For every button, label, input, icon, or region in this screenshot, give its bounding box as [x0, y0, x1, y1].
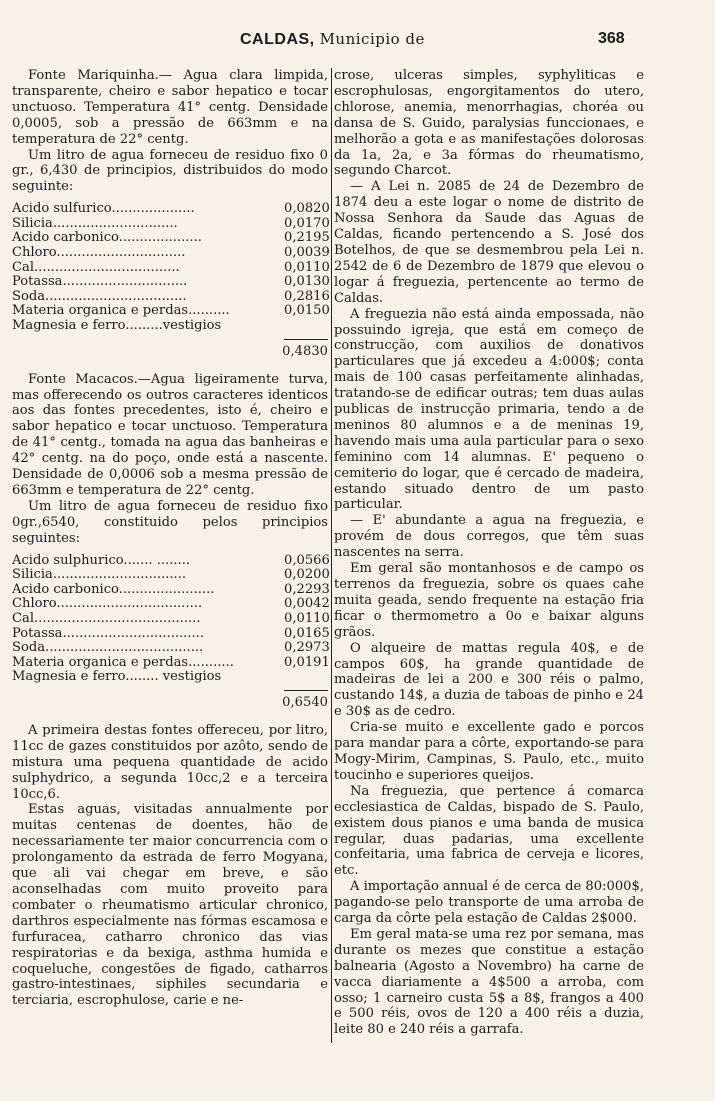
header-subtitle: Municipio de — [319, 30, 425, 48]
component-value: 0,0042 — [284, 596, 330, 612]
paragraph-alqueire: O alqueire de mattas regula 40$, e de campos 60$, ha grande quantidade de madeiras de lei a 200 e 300 réis o palmo, custando 14$, a duzia de taboas de pinho e 24 e 30$ as de cedro. — [334, 640, 644, 720]
component-value: 0,2195 — [284, 230, 330, 246]
component-value: 0,0130 — [284, 274, 330, 290]
component-name: Potassa.............................. — [12, 274, 188, 289]
table-row — [12, 318, 328, 333]
component-value: 0,0170 — [284, 215, 330, 231]
component-name: Acido carbonico.................... — [12, 230, 202, 246]
paragraph-gazes: A primeira destas fontes offereceu, por litro, 11cc de gazes constituidos por azôto, sendo de mistura uma pequena quantidade de acido sulphydrico, a segunda 10cc,2 e a terceira 10cc,6. — [12, 722, 328, 802]
component-name: Silicia.............................. — [12, 215, 178, 231]
paragraph-fonte-macacos: Fonte Macacos.—Agua ligeiramente turva, mas offerecendo os outros caracteres identicos aos das fontes precedentes, isto é, cheiro e sabor hepatico e tocar unctuoso. Temperatura de 41° centg., tomada na agua das banheiras e 42° centg. na do poço, onde está a nascente. Densidade de 0,0006 sob a mesma pressão de 663mm e temperatura de 22° centg. — [12, 371, 328, 498]
table-row — [12, 216, 328, 231]
component-name: Magnesia e ferro.........vestigios — [12, 318, 222, 333]
table-row — [12, 245, 328, 260]
paragraph-residuo-2: Um litro de agua forneceu de residuo fixo 0gr.,6540, constituido pelos principios seguintes: — [12, 498, 328, 546]
table-row — [12, 553, 328, 568]
component-name: Potassa.................................. — [12, 625, 204, 641]
component-name: Magnesia e ferro........ vestigios — [12, 669, 222, 684]
component-name: Silicia................................ — [12, 567, 187, 582]
total-2: 0,6540 — [282, 694, 328, 710]
component-value: 0,0039 — [284, 245, 330, 261]
table-row — [12, 274, 328, 289]
table-row — [12, 289, 328, 304]
component-name: Chloro................................... — [12, 596, 203, 611]
component-name: Acido carbonico....................... — [12, 581, 215, 597]
table-row — [12, 201, 328, 216]
table-row — [12, 655, 328, 670]
table-row — [12, 611, 328, 626]
right-column — [334, 68, 644, 1038]
header-title: CALDAS, — [240, 31, 315, 48]
component-name: Acido sulfurico.................... — [12, 201, 195, 216]
component-value: 0,0110 — [284, 610, 330, 626]
paragraph-gado: Cria-se muito e excellente gado e porcos para mandar para a côrte, exportando-se para Mogy-Mirim, Campinas, S. Paulo, etc., muito toucinho e superiores queijos. — [334, 720, 644, 783]
paragraph-freguezia: A freguezia não está ainda empossada, não possuindo igreja, que está em começo de construcção, com auxilios de donativos particulares que já excedeu a 4:000$; conta mais de 100 casas perfeitamente alinhadas, tratando-se de edificar outras; tem duas aulas publicas de instrucção primaria, tendo a de meninos 80 alumnos e a de meninas 19, havendo mais uma aula particular para o sexo feminino com 14 alumnas. E' pequeno o cemiterio do logar, que é cercado de madeira, estando situado dentro de um pasto particular. — [334, 306, 644, 513]
paragraph-importacao: A importação annual é de cerca de 80:000$, pagando-se pelo transporte de uma arroba de carga da côrte pela estação de Caldas 2$000. — [334, 879, 644, 927]
component-value — [284, 669, 328, 684]
table-row — [12, 582, 328, 597]
table-row — [12, 260, 328, 275]
paragraph-crose: crose, ulceras simples, syphyliticas e escrophulosas, engorgitamentos do utero, chlorose, anemia, menorrhagias, choréa ou dansa de S. Guido, paralysias funccionaes, e melhorão a gota e as manifestações dolorosas da 1a, 2a, e 3a fórmas do rheumatismo, segundo Charcot. — [334, 68, 644, 179]
component-value: 0,2293 — [284, 581, 330, 597]
component-name: Chloro............................... — [12, 245, 186, 260]
component-value: 0,0165 — [284, 625, 330, 641]
total-1: 0,4830 — [282, 343, 328, 359]
component-value: 0,0566 — [284, 552, 330, 568]
component-value: 0,0110 — [284, 259, 330, 275]
component-value: 0,0150 — [284, 303, 330, 319]
paragraph-mata: Em geral mata-se uma rez por semana, mas durante os mezes que constitue a estação balnearia (Agosto a Novembro) ha carne de vacca diariamente a 4$500 a arroba, com osso; 1 carneiro custa 5$ a 8$, frangos a 400 e 500 réis, ovos de 120 a 400 réis a duzia, leite 80 e 240 réis a garrafa. — [334, 926, 644, 1038]
page-header — [0, 30, 715, 54]
component-name: Cal................................... — [12, 259, 180, 275]
component-value: 0,2816 — [284, 288, 330, 304]
composition-table-2 — [12, 553, 328, 684]
component-name: Cal........................................ — [12, 610, 201, 626]
component-value — [284, 318, 328, 333]
paragraph-terrenos: Em geral são montanhosos e de campo os terrenos da freguezia, sobre os quaes cahe muita geada, sendo frequente na estação fria ficar o thermometro a 0o e baixar alguns grãos. — [334, 561, 644, 640]
component-value: 0,0200 — [284, 567, 330, 583]
component-value: 0,0191 — [284, 654, 330, 670]
component-name: Soda...................................... — [12, 640, 204, 655]
component-name: Acido sulphurico....... ........ — [12, 552, 191, 568]
table-row — [12, 626, 328, 641]
left-column — [12, 68, 328, 1009]
table-row — [12, 640, 328, 655]
total-rule-1 — [284, 339, 328, 340]
component-name: Soda.................................. — [12, 288, 187, 304]
running-title — [240, 30, 425, 49]
column-divider — [331, 68, 332, 1043]
table-row — [12, 303, 328, 318]
total-rule-2 — [284, 690, 328, 691]
component-name: Materia organica e perdas........... — [12, 654, 234, 670]
table-row — [12, 669, 328, 684]
table-row — [12, 230, 328, 245]
composition-table-1 — [12, 201, 328, 332]
component-value: 0,0820 — [284, 201, 330, 217]
component-value: 0,2973 — [284, 640, 330, 656]
table-row — [12, 567, 328, 582]
table-row — [12, 596, 328, 611]
component-name: Materia organica e perdas.......... — [12, 303, 230, 318]
paragraph-comarca: Na freguezia, que pertence á comarca ecclesiastica de Caldas, bispado de S. Paulo, existem dous pianos e uma banda de musica regular, duas padarias, uma excellente confeitaria, uma fabrica de cerveja e licores, etc. — [334, 783, 644, 879]
paragraph-agua: — E' abundante a agua na freguezia, e provém de dous corregos, que têm suas nascentes na serra. — [334, 513, 644, 561]
paragraph-aguas: Estas aguas, visitadas annualmente por muitas centenas de doentes, hão de necessariamente ter maior concurrencia com o prolongamento da estrada de ferro Mogyana, que ali vai chegar em breve, e são aconselhadas com muito proveito para combater o rheumatismo articular chronico, darthros especialmente nas fórmas escamosa e furfuracea, catharro chronico das vias respiratorias e da bexiga, asthma humida e coqueluche, congestões de figado, catharros gastro-intestinaes, siphiles secundaria e terciaria, escrophulose, carie e ne- — [12, 802, 328, 1009]
page-number: 368 — [598, 30, 625, 47]
paragraph-lei: — A Lei n. 2085 de 24 de Dezembro de 1874 deu a este logar o nome de distrito de Nossa Senhora da Saude das Aguas de Caldas, ficando pertencendo a S. José dos Botelhos, de que se desmembrou pela Lei n. 2542 de 6 de Dezembro de 1879 que elevou o logar á freguezia, pertencente ao termo de Caldas. — [334, 179, 644, 306]
paragraph-residuo-1: Um litro de agua forneceu de residuo fixo 0 gr., 6,430 de principios, distribuidos do modo seguinte: — [12, 147, 328, 195]
paragraph-fonte-mariquinha: Fonte Mariquinha.— Agua clara limpida, transparente, cheiro e sabor hepatico e tocar unctuoso. Temperatura 41° centg. Densidade 0,0005, sob a pressão de 663mm e na temperatura de 22° centg. — [12, 68, 328, 147]
